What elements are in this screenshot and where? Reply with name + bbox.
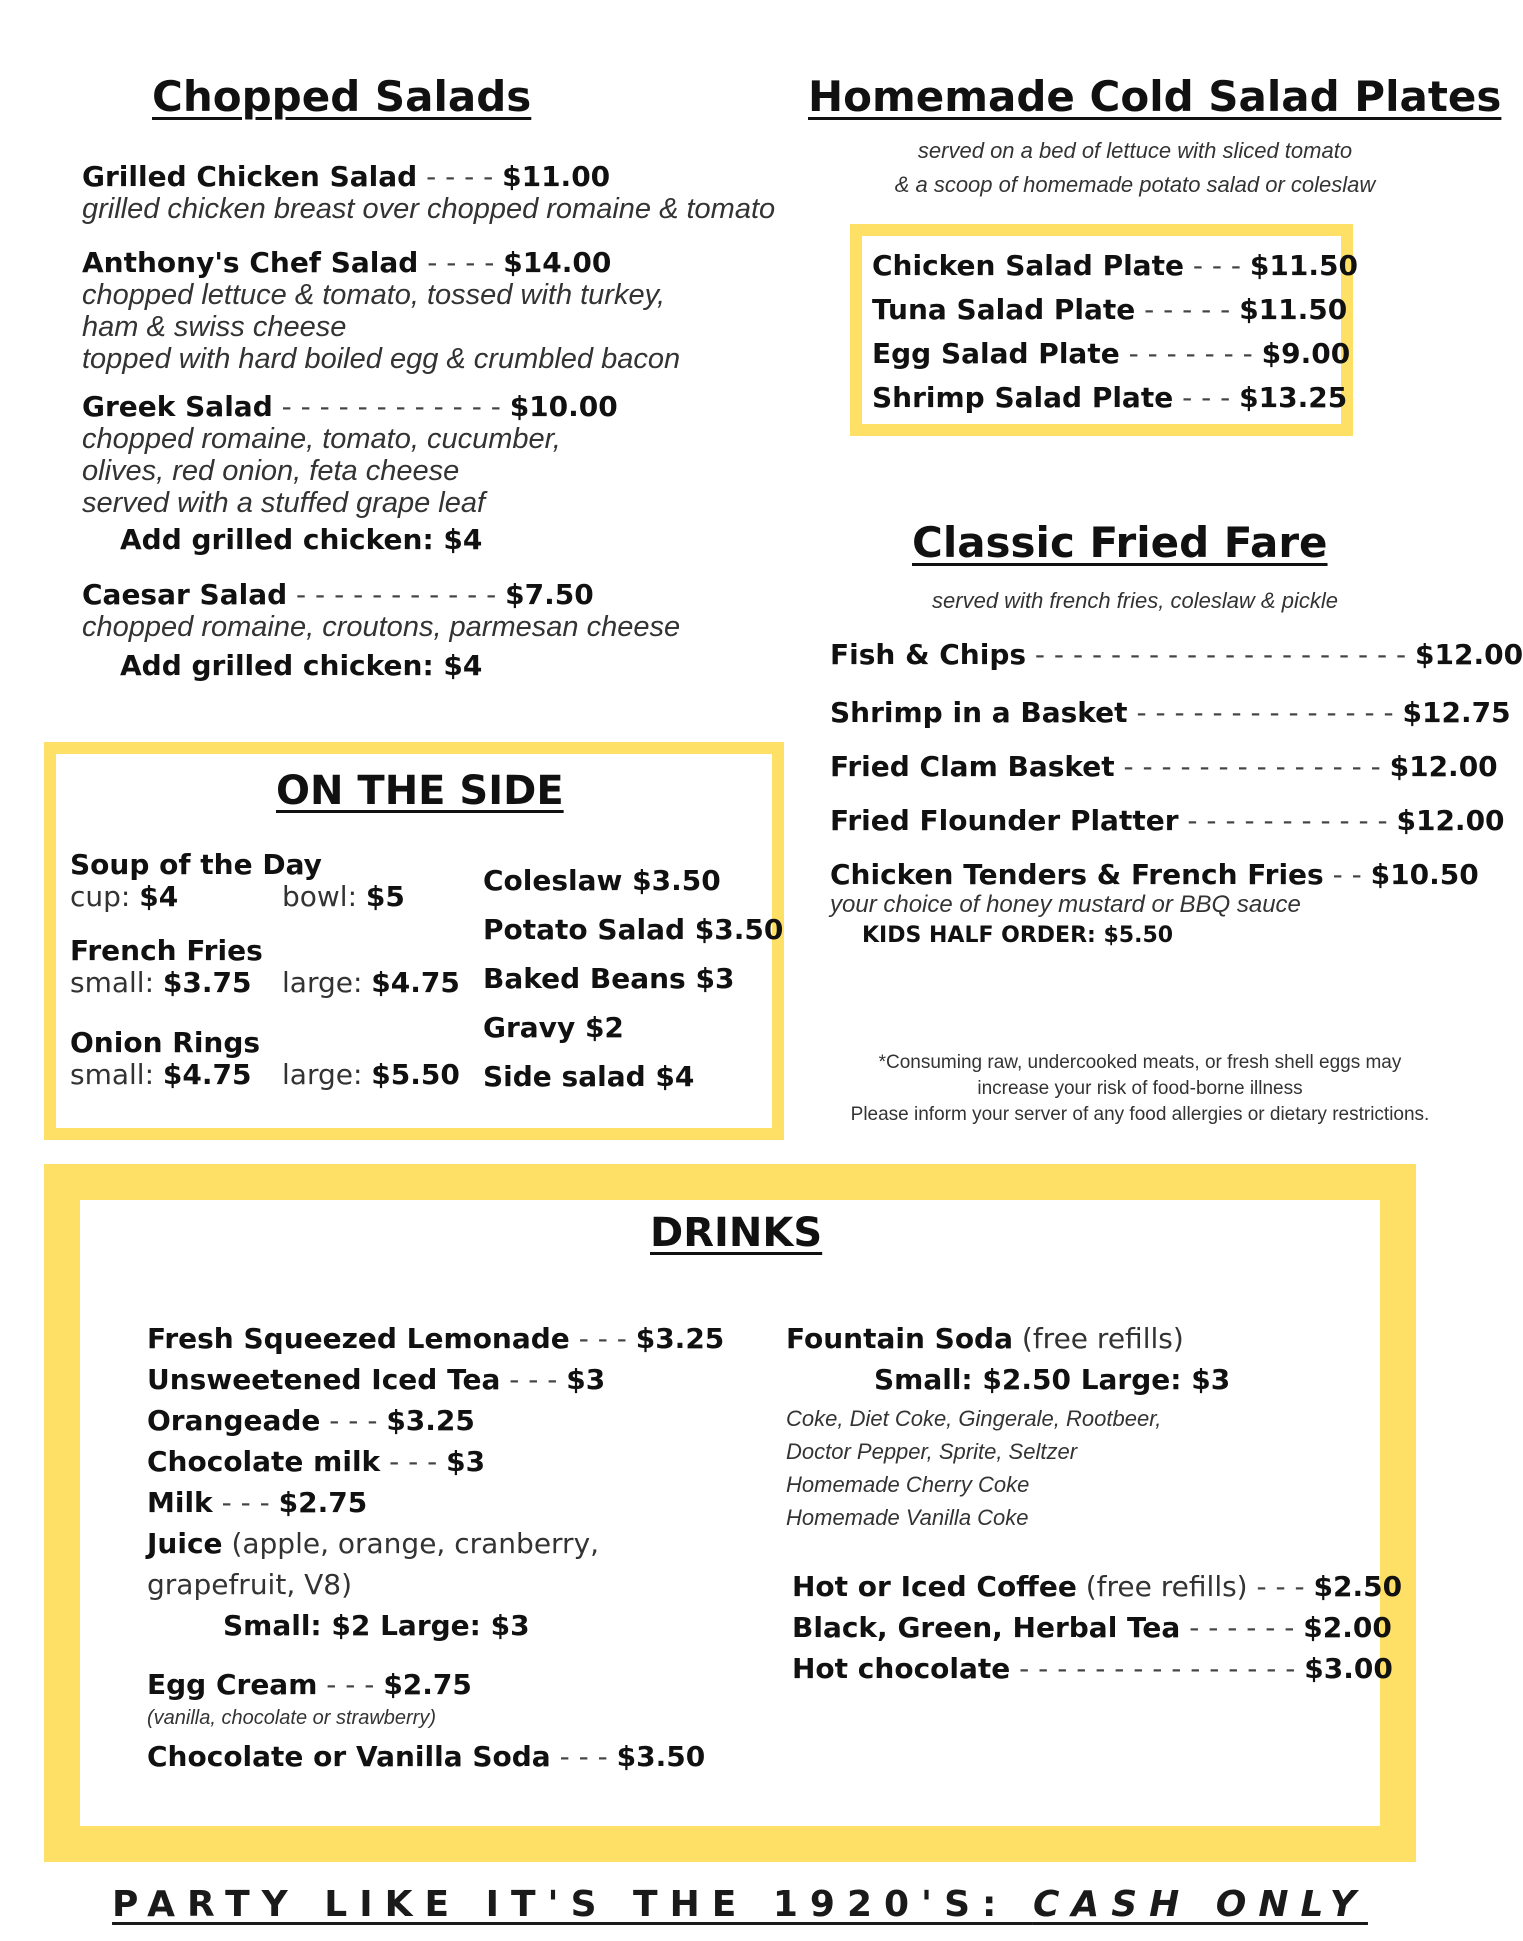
menu-item: Fish & Chips - - - - - - - - - - - - - - - - - - - - $12.00 <box>830 638 1523 671</box>
list-item: Side salad $4 <box>483 1060 695 1093</box>
allergy-disclaimer: *Consuming raw, undercooked meats, or fresh shell eggs may increase your risk of food-borne illness Please inform your server of any food allergies or dietary restrictions. <box>850 1052 1430 1125</box>
menu-item: Hot chocolate - - - - - - - - - - - - - - - $3.00 <box>792 1652 1393 1685</box>
drinks-fountain: Fountain Soda (free refills) Small: $2.50 Large: $3 Coke, Diet Coke, Gingerale, Rootbeer, Doctor Pepper, Sprite, Seltzer Homemade Cherry Coke Homemade Vanilla Coke <box>786 1322 1231 1530</box>
menu-item: Juice (apple, orange, cranberry, <box>147 1527 600 1560</box>
list-item: Coleslaw $3.50 <box>483 864 721 897</box>
menu-item: Black, Green, Herbal Tea - - - - - - $2.00 <box>792 1611 1392 1644</box>
on-the-side-heading: ON THE SIDE <box>276 768 564 814</box>
menu-item: Greek Salad - - - - - - - - - - - - $10.00 chopped romaine, tomato, cucumber, olives, red onion, feta cheese served with a stuffed grape leaf Add grilled chicken: $4 <box>82 390 618 556</box>
drinks-egg-cream: Egg Cream - - - $2.75 (vanilla, chocolate or strawberry) Chocolate or Vanilla Soda - - - $3.50 <box>147 1668 706 1773</box>
side-soup: Soup of the Day <box>70 848 322 881</box>
menu-item: Milk - - - $2.75 <box>147 1486 368 1519</box>
side-fries: French Fries <box>70 934 263 967</box>
menu-item: Anthony's Chef Salad - - - - $14.00 chopped lettuce & tomato, tossed with turkey, ham & swiss cheese topped with hard boiled egg & crumbled bacon <box>82 246 681 375</box>
side-right-list <box>483 856 783 1101</box>
side-rings-small: small: $4.75 <box>70 1058 252 1091</box>
list-item: Gravy $2 <box>483 1011 624 1044</box>
menu-item: Shrimp in a Basket - - - - - - - - - - - - - - $12.75 <box>830 696 1511 729</box>
fried-fare-heading: Classic Fried Fare <box>912 518 1328 567</box>
menu-item: Chocolate milk - - - $3 <box>147 1445 486 1478</box>
cash-only-footer: PARTY LIKE IT'S THE 1920'S: CASH ONLY <box>112 1884 1368 1925</box>
kids-half-order: KIDS HALF ORDER: $5.50 <box>862 923 1174 948</box>
fried-list <box>830 638 1523 948</box>
menu-item: Unsweetened Iced Tea - - - $3 <box>147 1363 606 1396</box>
list-item: Baked Beans $3 <box>483 962 735 995</box>
menu-item: Fresh Squeezed Lemonade - - - $3.25 <box>147 1322 725 1355</box>
side-soup-cup: cup: $4 <box>70 880 179 913</box>
cold-salad-box <box>850 224 1358 436</box>
menu-item: Hot or Iced Coffee (free refills) - - - $2.50 <box>792 1570 1403 1603</box>
side-fries-small: small: $3.75 <box>70 966 252 999</box>
menu-item: Fried Clam Basket - - - - - - - - - - - - - - $12.00 <box>830 750 1498 783</box>
menu-item: Shrimp Salad Plate - - - $13.25 <box>872 381 1348 414</box>
fried-fare-subtitle: served with french fries, coleslaw & pickle <box>932 588 1338 613</box>
menu-item: Egg Salad Plate - - - - - - - $9.00 <box>872 337 1351 370</box>
drinks-left-list: Fresh Squeezed Lemonade - - - $3.25 Unsweetened Iced Tea - - - $3 Orangeade - - - $3.25 Chocolate milk - - - $3 Milk - - - $2.75 Juice (apple, orange, cranberry, grapefruit, V8) Small: $2 Large: $3 <box>147 1318 724 1646</box>
drinks-right-list <box>792 1566 1402 1689</box>
menu-item: Orangeade - - - $3.25 <box>147 1404 475 1437</box>
menu-item: Chicken Tenders & French Fries - - $10.50 <box>830 858 1479 891</box>
side-soup-bowl: bowl: $5 <box>282 880 405 913</box>
menu-item: Grilled Chicken Salad - - - - $11.00 grilled chicken breast over chopped romaine & tomato <box>82 160 776 225</box>
menu-item: Chicken Salad Plate - - - $11.50 <box>872 249 1358 282</box>
cold-salad-subtitle: served on a bed of lettuce with sliced tomato & a scoop of homemade potato salad or coleslaw <box>894 138 1376 197</box>
tenders-note: your choice of honey mustard or BBQ sauce <box>830 891 1301 918</box>
menu-item: Tuna Salad Plate - - - - - $11.50 <box>872 293 1348 326</box>
chopped-salads-heading: Chopped Salads <box>152 72 532 121</box>
drinks-heading: DRINKS <box>650 1210 823 1256</box>
side-rings-large: large: $5.50 <box>282 1058 460 1091</box>
menu-item: Caesar Salad - - - - - - - - - - - $7.50 chopped romaine, croutons, parmesan cheese Add grilled chicken: $4 <box>82 578 681 682</box>
menu-item: Fried Flounder Platter - - - - - - - - - - - $12.00 <box>830 804 1505 837</box>
side-fries-large: large: $4.75 <box>282 966 460 999</box>
list-item: Potato Salad $3.50 <box>483 913 784 946</box>
side-onion-rings: Onion Rings <box>70 1026 261 1059</box>
cold-salad-plates-heading: Homemade Cold Salad Plates <box>808 72 1502 121</box>
